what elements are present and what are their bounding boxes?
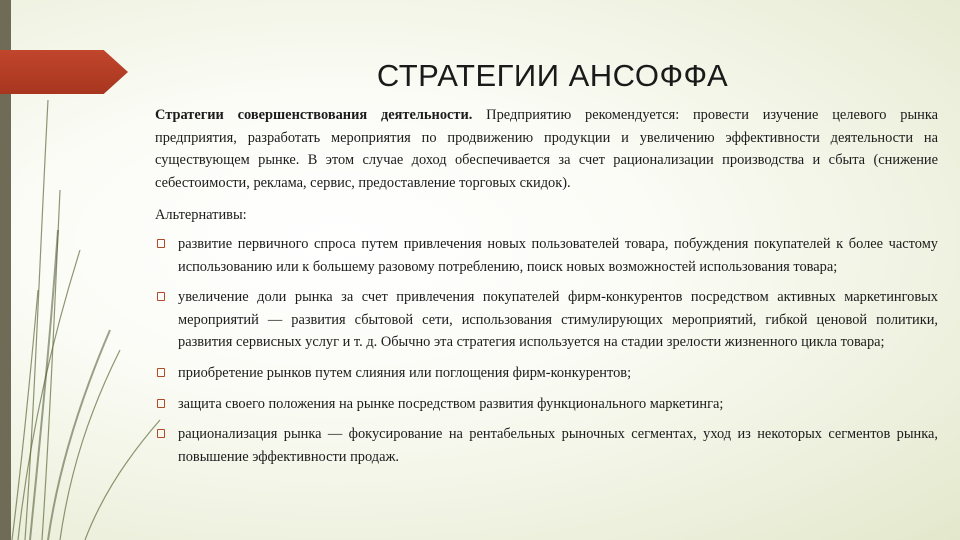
list-item	[155, 233, 938, 278]
intro-text: Предприятию рекомендуется: провести изучение целевого рынка предприятия, разработать мероприятия по продвижению продукции и увеличению эффективности деятельности на существующем рынке. В этом случае доход обеспечивается за счет рационализации производства и сбыта (снижение себестоимости, реклама, сервис, предоставление торговых скидок).	[155, 107, 939, 191]
list-item-text: рационализация рынка — фокусирование на рентабельных рыночных сегментах, уход из некоторых сегментов рынка, повышение эффективности продаж.	[178, 426, 938, 465]
alternatives-label: Альтернативы:	[155, 207, 247, 224]
intro-paragraph	[155, 104, 938, 194]
list-item	[155, 362, 938, 385]
list-item-text: защита своего положения на рынке посредством развития функционального маркетинга;	[178, 395, 724, 412]
hollow-square-icon	[157, 292, 165, 301]
hollow-square-icon	[157, 399, 165, 408]
title-ribbon	[0, 50, 128, 94]
list-item	[155, 423, 938, 468]
intro-bold-heading: Стратегии совершенствования деятельности.	[155, 107, 473, 123]
hollow-square-icon	[157, 239, 165, 248]
list-item-text: приобретение рынков путем слияния или поглощения фирм-конкурентов;	[178, 364, 632, 381]
list-item-text: развитие первичного спроса путем привлечения новых пользователей товара, побуждения покупателей к более частому использованию или к большему разовому потреблению, поиск новых возможностей использования товара;	[178, 235, 938, 275]
list-item	[155, 286, 938, 354]
list-item-text: увеличение доли рынка за счет привлечения покупателей фирм-конкурентов посредством активных маркетинговых мероприятий — развития сбытовой сети, использования стимулирующих мероприятий, гибкой ценовой политики, развития сервисных услуг и т. д. Обычно эта стратегия используется на стадии зрелости жизненного цикла товара;	[178, 289, 938, 351]
hollow-square-icon	[157, 368, 165, 377]
hollow-square-icon	[157, 429, 165, 438]
page-title: СТРАТЕГИИ АНСОФФА	[376, 58, 729, 93]
slide-content	[155, 104, 938, 476]
alternatives-list	[155, 233, 938, 468]
list-item	[155, 393, 938, 416]
